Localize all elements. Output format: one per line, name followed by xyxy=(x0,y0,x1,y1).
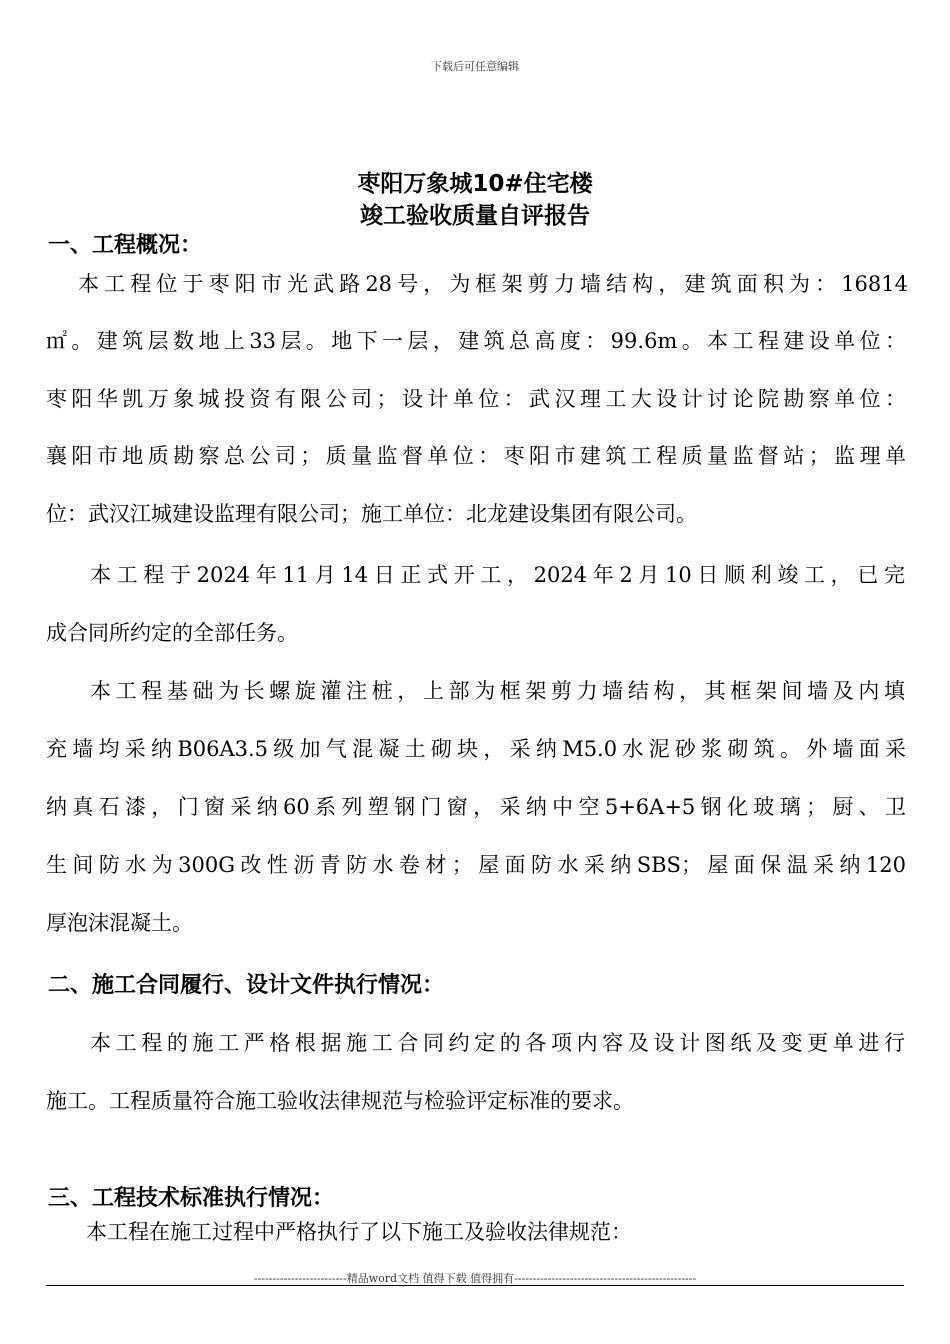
section-1-para-3-line-2: 充墙均采纳B06A3.5级加气混凝土砌块，采纳M5.0水泥砂浆砌筑。外墙面采 xyxy=(46,737,906,761)
section-1-para-2-line-1: 本工程于2024年11月14日正式开工，2024年2月10日顺利竣工，已完 xyxy=(90,563,905,587)
section-3-heading: 三、工程技术标准执行情况： xyxy=(48,1186,335,1211)
section-1-para-3-line-5: 厚泡沫混凝土。 xyxy=(46,911,193,935)
section-2-para-1-line-2: 施工。工程质量符合施工验收法律规范与检验评定标准的要求。 xyxy=(46,1089,634,1113)
section-1-para-1-line-4: 襄阳市地质勘察总公司；质量监督单位：枣阳市建筑工程质量监督站；监理单 xyxy=(46,444,906,468)
footer-rule xyxy=(46,1285,904,1286)
section-1-para-1-line-5: 位：武汉江城建设监理有限公司；施工单位：北龙建设集团有限公司。 xyxy=(46,502,697,526)
section-1-heading: 一、工程概况： xyxy=(48,233,203,258)
section-1-para-1-line-3: 枣阳华凯万象城投资有限公司；设计单位：武汉理工大设计讨论院勘察单位： xyxy=(46,387,906,411)
section-1-para-1-line-1: 本工程位于枣阳市光武路28号，为框架剪力墙结构，建筑面积为：16814 xyxy=(78,272,908,296)
section-2-heading: 二、施工合同履行、设计文件执行情况： xyxy=(48,973,445,998)
header-note: 下载后可任意编辑 xyxy=(431,60,519,73)
footer-note: -------------------------精品word文档 值得下载 值得拥有------------------------------------------------- xyxy=(253,1272,697,1285)
section-1-para-3-line-3: 纳真石漆，门窗采纳60系列塑钢门窗，采纳中空5+6A+5钢化玻璃；厨、卫 xyxy=(46,795,906,819)
title-line-2: 竣工验收质量自评报告 xyxy=(360,203,590,229)
section-1-para-1-line-2: ㎡。建筑层数地上33层。地下一层，建筑总高度：99.6m。本工程建设单位： xyxy=(46,329,906,353)
section-1-para-2-line-2: 成合同所约定的全部任务。 xyxy=(46,621,298,645)
section-1-para-3-line-1: 本工程基础为长螺旋灌注桩，上部为框架剪力墙结构，其框架间墙及内填 xyxy=(90,679,905,703)
section-1-para-3-line-4: 生间防水为300G改性沥青防水卷材；屋面防水采纳SBS；屋面保温采纳120 xyxy=(46,853,906,877)
section-3-para-1-line-1: 本工程在施工过程中严格执行了以下施工及验收法律规范： xyxy=(86,1220,632,1244)
title-line-1: 枣阳万象城10#住宅楼 xyxy=(357,171,593,197)
section-2-para-1-line-1: 本工程的施工严格根据施工合同约定的各项内容及设计图纸及变更单进行 xyxy=(90,1031,905,1055)
